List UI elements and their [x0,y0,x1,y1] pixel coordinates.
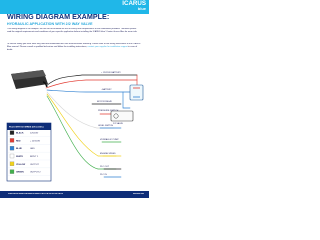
wire-function-label: OUTPUT 2 [30,171,41,174]
wire-function-label: OUTPUT [30,163,39,166]
wire-color-name: YELLOW [16,163,26,166]
wire-function-label: + 12V/24V [30,140,41,143]
logo-sub: blue [137,6,146,11]
level-label: LEVEL SWITCH [98,125,114,127]
page-subtitle: HYDRAULIC APPLICATION WITH 2/2 WAY VALVE [7,22,93,26]
blue-wire [47,90,137,92]
black-wire [46,75,137,86]
component-labels [97,71,123,176]
safety-text-prefix: To ensure safety you must have fully read and understood the user manual before installing. Please refer to our wiring instructions in the ICARUS Blue manual. Please consult a qualified technician and follow the installing instructions, [7,43,141,48]
wire-color-swatch [10,170,14,174]
plc-in-label: PLC IN [100,174,107,176]
valve-box [111,111,133,121]
wire-color-swatch [10,162,14,166]
pump-label: HYDRAULIC PUMP [100,139,119,141]
plug-table [7,123,51,181]
wire-color-name: GREEN [16,171,24,174]
wiring-diagram [0,0,149,198]
footer-bar [0,191,149,198]
valve-component [111,111,133,121]
battery-plus-label: + 12V/24V BATTERY [101,72,121,74]
engine-label: ENGINE SPEED [100,153,116,155]
plc-out-label: PLC OUT [100,166,110,168]
wire-color-swatch [10,138,14,142]
disclaimer-paragraph: This wiring diagram is an example! We are not accountable for the accuracy and completeness of the information provided. Therefore please read the original requirements and conditions of your specific application before installing the ICARUS blue! Contact Icarus Blue for more info. [7,28,138,33]
wire-color-swatch [10,154,14,158]
icarus-device [11,70,48,89]
wire-color-name: WHITE [16,156,23,158]
wire-color-name: BLUE [16,148,22,151]
wire-function-label: 12V/24V [30,132,39,135]
wire-color-swatch [10,131,14,135]
motor-label: MOTOR RELAY [97,101,112,103]
diagram-wires [46,75,137,177]
green-wire [47,96,116,169]
valve-label: 2/2 VALVE [113,123,123,125]
page-title: WIRING DIAGRAM EXAMPLE: [7,13,110,21]
pressure-label: PRESSURE SWITCH [98,110,119,112]
wire-color-name: BLACK [16,132,24,135]
battery-box [130,85,143,100]
footer-caption: ICARUS BLUE WIRING DIAGRAM HYDRAULIC APPLICATION 2/2 WAY VALVE [8,194,63,196]
supplier-support-link[interactable]: contact your supplier for installation support [87,45,128,48]
battery-wire-blue [123,92,130,108]
wire-function-label: GND [30,148,35,151]
wire-color-name: RED [16,140,21,143]
logo-brand: ICARUS [122,0,146,7]
plug-table-title: PLUG WITH 6X WIRES (ON LOGIC) [9,126,44,129]
wiring-diagram-page [0,0,149,198]
battery-minus-label: - BATTERY [101,89,112,91]
wire-color-swatch [10,146,14,150]
red-wire [46,80,137,88]
safety-text-suffix: in case of doubt. [7,45,138,51]
battery-component [130,85,143,100]
wire-function-label: INPUT 1 [30,156,39,158]
footer-website: icarusblue.com [132,194,144,196]
